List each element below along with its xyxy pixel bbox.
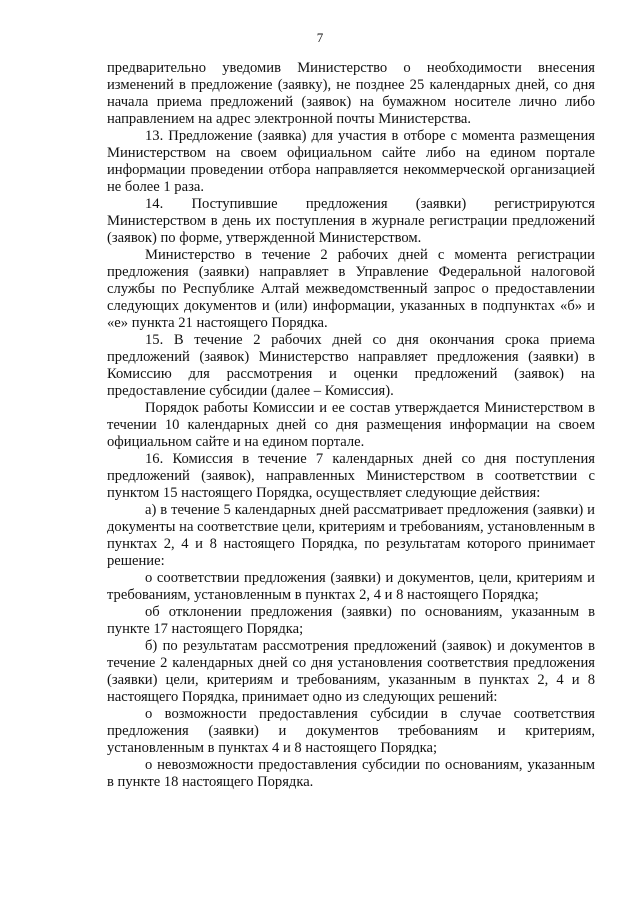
paragraph-4: Министерство в течение 2 рабочих дней с момента регистрации предложения (заявки) направляет в Управление Федеральной налоговой службы по Республике Алтай межведомственный запрос о предоставлении следующих документов и (или) информации, указанных в подпунктах «б» и «е» пункта 21 настоящего Порядка.	[107, 247, 595, 331]
paragraph-5: 15. В течение 2 рабочих дней со дня окончания срока приема предложений (заявок) Министерство направляет предложения (заявки) в Комиссию для рассмотрения и оценки предложений (заявок) на предоставление субсидии (далее – Комиссия).	[107, 332, 595, 399]
paragraph-11: б) по результатам рассмотрения предложений (заявок) и документов в течение 2 календарных дней со дня установления соответствия предложения (заявки) цели, критериям и требованиям, указанным в пунктах 2, 4 и 8 настоящего Порядка, принимает одно из следующих решений:	[107, 638, 595, 705]
paragraph-7: 16. Комиссия в течение 7 календарных дней со дня поступления предложений (заявок), направленных Министерством в соответствии с пунктом 15 настоящего Порядка, осуществляет следующие действия:	[107, 451, 595, 501]
paragraph-10: об отклонении предложения (заявки) по основаниям, указанным в пункте 17 настоящего Порядка;	[107, 604, 595, 637]
paragraph-12: о возможности предоставления субсидии в случае соответствия предложения (заявки) и документов требованиям и критериям, установленным в пунктах 4 и 8 настоящего Порядка;	[107, 706, 595, 756]
document-body	[107, 60, 595, 791]
paragraph-3: 14. Поступившие предложения (заявки) регистрируются Министерством в день их поступления в журнале регистрации предложений (заявок) по форме, утвержденной Министерством.	[107, 196, 595, 246]
paragraph-8: а) в течение 5 календарных дней рассматривает предложения (заявки) и документы на соответствие цели, критериям и требованиям, установленным в пунктах 2, 4 и 8 настоящего Порядка, по результатам которого принимает решение:	[107, 502, 595, 569]
paragraph-9: о соответствии предложения (заявки) и документов, цели, критериям и требованиям, установленным в пунктах 2, 4 и 8 настоящего Порядка;	[107, 570, 595, 603]
paragraph-2: 13. Предложение (заявка) для участия в отборе с момента размещения Министерством на своем официальном сайте либо на едином портале информации проведении отбора направляется некоммерческой организацией не более 1 раза.	[107, 128, 595, 195]
page-number: 7	[316, 30, 324, 45]
paragraph-13: о невозможности предоставления субсидии по основаниям, указанным в пункте 18 настоящего Порядка.	[107, 757, 595, 790]
paragraph-1: предварительно уведомив Министерство о необходимости внесения изменений в предложение (заявку), не позднее 25 календарных дней, со дня начала приема предложений (заявок) на бумажном носителе лично либо направлением на адрес электронной почты Министерства.	[107, 60, 595, 127]
paragraph-6: Порядок работы Комиссии и ее состав утверждается Министерством в течении 10 календарных дней со дня размещения информации на своем официальном сайте и на едином портале.	[107, 400, 595, 450]
